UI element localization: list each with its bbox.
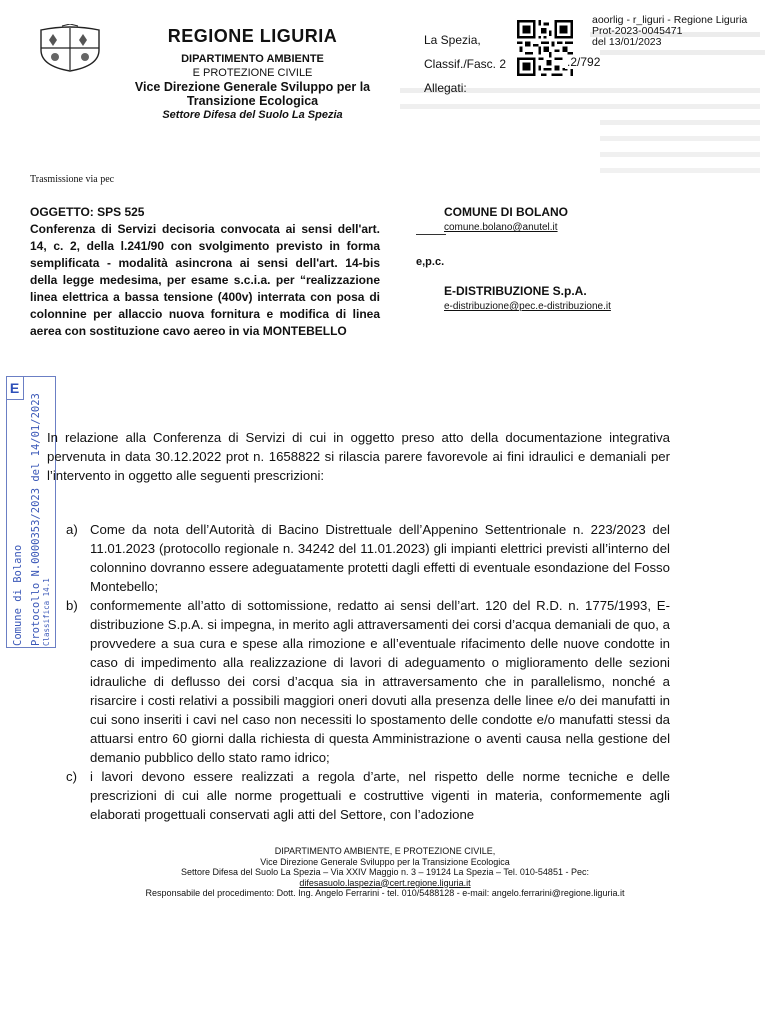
footer (40, 846, 730, 899)
protocol-stamp (592, 15, 747, 48)
item-text: Come da nota dell’Autorità di Bacino Distrettuale dell’Appenino Settentrionale n. 223/2023 del 11.01.2023 (protocollo regionale n. 34242 del 11.01.2023) gli impianti elettrici previsti all’interno del colonnino dovranno essere adeguatamente protetti dagli effetti di eventuale esondazione del Fosso Montebello; (90, 522, 670, 594)
dept-line-5: Settore Difesa del Suolo La Spezia (162, 109, 343, 121)
regione-liguria-crest (35, 24, 105, 72)
region-title: REGIONE LIGURIA (167, 26, 338, 46)
subject-block (30, 204, 380, 340)
transmission-note: Trasmissione via pec (30, 174, 115, 185)
item-text: i lavori devono essere realizzati a regola d’arte, nel rispetto delle norme tecniche e delle prescrizioni di cui alle norme progettuali e costruttive vigenti in materia, conformemente agli elaborati progettuali conservati agli atti del Settore, con l’adozione (90, 769, 670, 822)
footer-line-5: Responsabile del procedimento: Dott. Ing. Angelo Ferrarini - tel. 010/5488128 - e-mail: angelo.ferrarini@regione.liguria.it (145, 888, 625, 898)
footer-line-2: Vice Direzione Generale Sviluppo per la Transizione Ecologica (260, 856, 510, 867)
list-item (66, 520, 670, 596)
stamp-line-1: aoorlig - r_liguri - Regione Liguria (592, 14, 748, 26)
recipient-1-name: COMUNE DI BOLANO (444, 205, 568, 219)
dept-line-3: Vice Direzione Generale Sviluppo per la (134, 80, 371, 94)
recipient-1-email[interactable]: comune.bolano@anutel.it (444, 222, 558, 233)
stamp-protocol-number: Protocollo N.0000353/2023 del 14/01/2023 (30, 393, 42, 646)
item-label: b) (66, 598, 78, 613)
attachments: Allegati: (424, 81, 467, 95)
department-block (120, 52, 385, 122)
divider (416, 234, 446, 235)
item-label: c) (66, 769, 77, 784)
classification: Classif./Fasc. 2 (424, 57, 507, 71)
subject-head: OGGETTO: SPS 525 (30, 205, 145, 219)
dept-line-1: DIPARTIMENTO AMBIENTE (181, 53, 324, 65)
footer-line-1: DIPARTIMENTO AMBIENTE, E PROTEZIONE CIVILE, (274, 846, 496, 856)
prescriptions-list (66, 520, 670, 824)
place-date: La Spezia, (424, 33, 481, 47)
stamp-line-2: Prot-2023-0045471 (592, 25, 683, 37)
list-item (66, 767, 670, 824)
item-text: conformemente all’atto di sottomissione, redatto ai sensi dell’art. 120 del R.D. n. 1775/1993, E- distribuzione S.p.A. si impegna, in merito agli attraversamenti dei corsi d’acqua demaniali de quo, a provvedere a sua cura e spese alla rimozione e all’eventuale rifacimento delle nuove condotte in caso di impedimento alla realizzazione di lavori di adeguamento o miglioramento delle sezioni idrauliche di deflusso dei corsi d’acqua sia in attraversamento che in parallelismo, nonché a risarcire i costi relativi a possibili maggiori oneri dovuti alla presenza delle linee e/o dei manufatti in cui sono inseriti i cavi nel caso non necessiti lo spostamento delle condotte e/o manufatti stessi da attuarsi entro 60 giorni dalla richiesta di questa Amministrazione o aventi causa nella gestione del demanio pubblico dello stato ramo idrico; (90, 598, 670, 765)
stamp-line-3: del 13/01/2023 (592, 36, 662, 48)
intro-paragraph: In relazione alla Conferenza di Servizi di cui in oggetto preso atto della documentazione integrativa pervenuta in data 30.12.2022 prot n. 1658822 si rilascia parere favorevole ai fini idraulici e demaniali per l’intervento in oggetto alle seguenti prescrizioni: (47, 430, 670, 483)
recipient-2-name: E-DISTRIBUZIONE S.p.A. (444, 284, 587, 298)
place-block (424, 28, 506, 100)
footer-line-3: Settore Difesa del Suolo La Spezia – Via XXIV Maggio n. 3 – 19124 La Spezia – Tel. 010-54851 - Pec: (181, 867, 589, 877)
stamp-letter: E (6, 376, 24, 400)
classification-suffix: .2/792 (567, 55, 601, 69)
dept-line-4: Transizione Ecologica (186, 94, 319, 108)
item-label: a) (66, 522, 78, 537)
dept-line-2: E PROTEZIONE CIVILE (192, 67, 313, 79)
list-item (66, 596, 670, 767)
subject-text: Conferenza di Servizi decisoria convocata ai sensi dell'art. 14, c. 2, della l.241/90 con svolgimento previsto in forma semplificata - modalità asincrona ai sensi dell'art. 14-bis della legge medesima, per esame s.c.i.a. per “realizzazione linea elettrica a bassa tensione (400v) interrata con posa di colonnine per allaccio nuova fornitura e modifica di linea aerea con sostituzione cavo aereo in via MONTEBELLO (30, 222, 380, 338)
cc-label: e,p.c. (416, 256, 445, 268)
recipient-2-email[interactable]: e-distribuzione@pec.e-distribuzione.it (444, 301, 611, 312)
stamp-municipality: Comune di Bolano (12, 544, 24, 646)
footer-pec-email[interactable]: difesasuolo.laspezia@cert.regione.liguria.it (299, 877, 471, 888)
stamp-classification: Classifica 14.1 (42, 578, 51, 646)
